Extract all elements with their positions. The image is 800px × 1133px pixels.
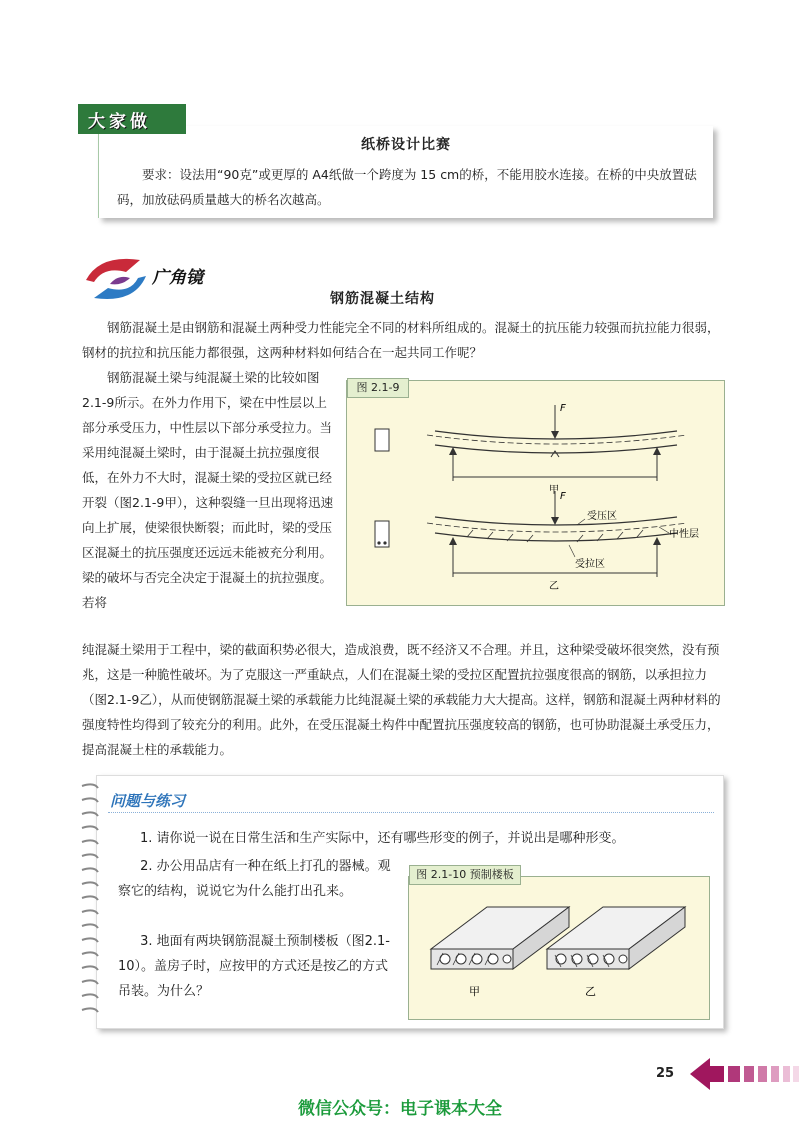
label-jia: 甲 <box>549 485 559 496</box>
page-arrow-icon <box>690 1058 800 1090</box>
question-3: 3. 地面有两块钢筋混凝土预制楼板（图2.1-10）。盖房子时，应按甲的方式还是按乙的方式吊装。为什么？ <box>118 934 390 999</box>
figure-2-1-10-tab: 图 2.1-10 预制楼板 <box>409 865 521 885</box>
section-title: 钢筋混凝土结构 <box>330 291 435 307</box>
figure-2-1-9 <box>346 380 725 606</box>
wide-angle-logo-icon <box>80 250 152 308</box>
activity-tag <box>78 104 186 134</box>
spiral-binding-icon <box>80 780 100 1025</box>
activity-text: 要求：设法用“90克”或更厚的 A4纸做一个跨度为 15 cm的桥，不能用胶水连接。在桥的中央放置砝码，加放砝码质量越大的桥名次越高。 <box>117 167 697 207</box>
question-1: 1. 请你说一说在日常生活和生产实际中，还有哪些形变的例子，并说出是哪种形变。 <box>140 831 625 846</box>
paragraph-2: 钢筋混凝土梁与纯混凝土梁的比较如图2.1-9所示。在外力作用下，梁在中性层以上部分承受压力，中性层以下部分承受拉力。当采用纯混凝土梁时，由于混凝土抗拉强度很低，在外力不大时，混凝土梁的受拉区就已经开裂（图2.1-9甲），这种裂缝一旦出现将迅速向上扩展，使梁很快断裂；而此时，梁的受压区混凝土的抗压强度还远远未能被充分利用。梁的破坏与否完全决定于混凝土的抗拉强度。若将 <box>82 370 334 610</box>
precast-slab-diagram <box>409 877 709 1019</box>
activity-title: 纸桥设计比赛 <box>361 137 451 153</box>
footer-watermark: 微信公众号：电子课本大全 <box>298 1099 502 1119</box>
plain-section-icon <box>375 429 389 451</box>
activity-box <box>98 126 713 218</box>
paragraph-3: 纯混凝土梁用于工程中，梁的截面积势必很大，造成浪费，既不经济又不合理。并且，这种梁受破坏很突然，没有预兆，这是一种脆性破坏。为了克服这一严重缺点，人们在混凝土梁的受拉区配置抗拉强度很高的钢筋，以承担拉力（图2.1-9乙），从而使钢筋混凝土梁的承载能力比纯混凝土梁的承载能力大大提高。这样，钢筋和混凝土两种材料的强度特性均得到了较充分的利用。此外，在受压混凝土构件中配置抗压强度较高的钢筋，也可协助混凝土承受压力，提高混凝土柱的承载能力。 <box>82 642 721 757</box>
compression-zone-label: 受压区 <box>587 511 617 522</box>
activity-tag-label: 大家做 <box>88 112 151 132</box>
slab-label-jia: 甲 <box>469 985 480 998</box>
beam-diagram <box>347 381 724 605</box>
exercise-title: 问题与练习 <box>110 792 186 810</box>
figure-2-1-10 <box>408 876 710 1020</box>
force-label-b: F <box>560 491 566 502</box>
reinforced-section-icon <box>375 521 389 547</box>
force-label-a: F <box>560 403 566 414</box>
slab-label-yi: 乙 <box>585 985 596 998</box>
tension-zone-label: 受拉区 <box>575 559 605 570</box>
wide-angle-label: 广角镜 <box>152 268 203 288</box>
label-yi: 乙 <box>549 581 559 592</box>
page-number: 25 <box>656 1066 675 1081</box>
question-2: 2. 办公用品店有一种在纸上打孔的器械。观察它的结构，说说它为什么能打出孔来。 <box>118 859 391 899</box>
exercise-divider <box>108 812 714 813</box>
figure-2-1-9-tab: 图 2.1-9 <box>347 378 409 398</box>
neutral-layer-label: 中性层 <box>669 529 699 540</box>
paragraph-1: 钢筋混凝土是由钢筋和混凝土两种受力性能完全不同的材料所组成的。混凝土的抗压能力较强而抗拉能力很弱，钢材的抗拉和抗压能力都很强，这两种材料如何结合在一起共同工作呢？ <box>82 320 720 360</box>
